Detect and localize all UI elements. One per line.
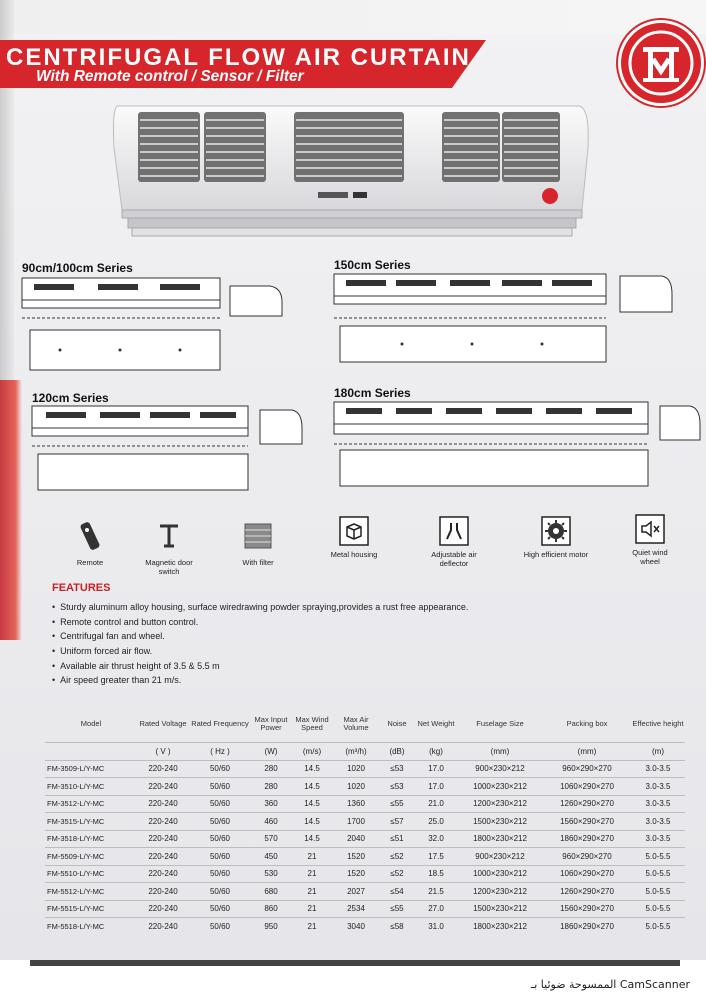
unit-cell: ( Hz ): [189, 742, 251, 760]
feature-item: • Air speed greater than 21 m/s.: [52, 673, 468, 688]
table-cell: 1000×230×212: [457, 865, 543, 883]
table-cell: 21.0: [415, 795, 457, 813]
table-row: [45, 918, 685, 936]
air-curtain-unit-image: [108, 98, 590, 246]
model-cell: FM-5509-L/Y-MC: [45, 848, 137, 866]
table-cell: 900×230×212: [457, 760, 543, 778]
table-row: [45, 883, 685, 901]
table-cell: 360: [251, 795, 291, 813]
unit-cell: [45, 742, 137, 760]
table-cell: 14.5: [291, 778, 333, 796]
table-cell: 280: [251, 760, 291, 778]
table-header-row: [45, 706, 685, 742]
header-air-volume: Max Air Volume: [343, 714, 369, 732]
table-cell: ≤55: [379, 795, 415, 813]
table-cell: ≤52: [379, 848, 415, 866]
table-cell: 220-240: [137, 795, 189, 813]
table-cell: 50/60: [189, 865, 251, 883]
features-list: [52, 600, 468, 688]
model-cell: FM-5518-L/Y-MC: [45, 918, 137, 936]
header-packing: Packing box: [566, 718, 608, 728]
feature-quiet-wheel: Quiet wind wheel: [622, 514, 678, 566]
table-cell: 3.0-3.5: [631, 795, 685, 813]
table-cell: 1020: [333, 778, 379, 796]
table-cell: 14.5: [291, 795, 333, 813]
table-cell: 1860×290×270: [543, 830, 631, 848]
table-cell: 220-240: [137, 778, 189, 796]
scanner-watermark: الممسوحة ضوئيا بـ CamScanner: [531, 978, 690, 991]
table-cell: 220-240: [137, 883, 189, 901]
table-cell: 1020: [333, 760, 379, 778]
series-90-100-drawing: [20, 272, 300, 380]
table-cell: 1000×230×212: [457, 778, 543, 796]
table-cell: 1200×230×212: [457, 883, 543, 901]
table-cell: 50/60: [189, 813, 251, 831]
table-row: [45, 865, 685, 883]
feature-filter: With filter: [230, 520, 286, 567]
table-cell: ≤51: [379, 830, 415, 848]
header-weight: Net Weight: [417, 718, 455, 728]
table-cell: 950: [251, 918, 291, 936]
table-row: [45, 778, 685, 796]
table-cell: 220-240: [137, 813, 189, 831]
feature-item: • Sturdy aluminum alloy housing, surface wiredrawing powder spraying,provides a rust free appearance.: [52, 600, 468, 615]
page-subtitle: With Remote control / Sensor / Filter: [36, 68, 304, 85]
table-cell: ≤54: [379, 883, 415, 901]
unit-cell: (kg): [415, 742, 457, 760]
header-wind-speed: Max Wind Speed: [295, 714, 329, 732]
table-cell: 530: [251, 865, 291, 883]
table-cell: 1200×230×212: [457, 795, 543, 813]
table-cell: 3.0-3.5: [631, 778, 685, 796]
table-cell: 17.0: [415, 778, 457, 796]
table-cell: 50/60: [189, 883, 251, 901]
table-cell: 1560×290×270: [543, 900, 631, 918]
features-heading: FEATURES: [52, 582, 111, 594]
unit-cell: (m/s): [291, 742, 333, 760]
air-deflector-icon: [439, 516, 469, 546]
table-cell: 1860×290×270: [543, 918, 631, 936]
table-cell: 1800×230×212: [457, 918, 543, 936]
brand-logo-icon: [621, 23, 701, 103]
table-cell: 2027: [333, 883, 379, 901]
table-cell: 220-240: [137, 865, 189, 883]
table-cell: 3.0-3.5: [631, 830, 685, 848]
table-cell: 50/60: [189, 778, 251, 796]
table-units-row: [45, 742, 685, 760]
table-cell: ≤53: [379, 778, 415, 796]
table-cell: 1700: [333, 813, 379, 831]
table-cell: 14.5: [291, 760, 333, 778]
table-cell: 1260×290×270: [543, 883, 631, 901]
model-cell: FM-3509-L/Y-MC: [45, 760, 137, 778]
feature-remote: Remote: [60, 520, 120, 567]
table-cell: 21: [291, 900, 333, 918]
remote-icon: [75, 520, 105, 554]
unit-cell: (m): [631, 742, 685, 760]
table-row: [45, 848, 685, 866]
table-cell: 1800×230×212: [457, 830, 543, 848]
table-row: [45, 830, 685, 848]
table-cell: 570: [251, 830, 291, 848]
table-cell: 220-240: [137, 848, 189, 866]
header-model: Model: [80, 718, 102, 728]
feature-item: • Available air thrust height of 3.5 & 5.5 m: [52, 659, 468, 674]
table-cell: 5.0-5.5: [631, 918, 685, 936]
table-cell: 900×230×212: [457, 848, 543, 866]
table-cell: 460: [251, 813, 291, 831]
feature-item: • Centrifugal fan and wheel.: [52, 629, 468, 644]
table-row: [45, 900, 685, 918]
header-height: Effective height: [632, 718, 684, 728]
table-cell: 17.0: [415, 760, 457, 778]
table-cell: 1500×230×212: [457, 813, 543, 831]
unit-cell: (m³/h): [333, 742, 379, 760]
table-cell: 2040: [333, 830, 379, 848]
top-margin: [0, 0, 706, 34]
table-cell: ≤52: [379, 865, 415, 883]
series-90-100-title: 90cm/100cm Series: [22, 261, 133, 275]
table-cell: 960×290×270: [543, 760, 631, 778]
series-120-drawing: [30, 400, 320, 500]
table-cell: 680: [251, 883, 291, 901]
table-cell: 21: [291, 883, 333, 901]
series-150-title: 150cm Series: [334, 258, 411, 272]
table-cell: 50/60: [189, 918, 251, 936]
feature-item: • Uniform forced air flow.: [52, 644, 468, 659]
table-cell: 220-240: [137, 918, 189, 936]
filter-icon: [241, 520, 275, 554]
table-cell: 1060×290×270: [543, 865, 631, 883]
table-cell: 14.5: [291, 813, 333, 831]
table-cell: ≤55: [379, 900, 415, 918]
motor-icon: [541, 516, 571, 546]
table-cell: 1520: [333, 865, 379, 883]
table-row: [45, 795, 685, 813]
table-cell: 220-240: [137, 760, 189, 778]
unit-cell: (mm): [543, 742, 631, 760]
feature-motor: High efficient motor: [520, 516, 592, 559]
table-cell: 1560×290×270: [543, 813, 631, 831]
model-cell: FM-5515-L/Y-MC: [45, 900, 137, 918]
table-cell: 2534: [333, 900, 379, 918]
table-cell: 5.0-5.5: [631, 865, 685, 883]
quiet-wheel-icon: [635, 514, 665, 544]
page-bottom-edge: [30, 960, 680, 966]
table-cell: 50/60: [189, 830, 251, 848]
table-cell: 280: [251, 778, 291, 796]
model-cell: FM-5510-L/Y-MC: [45, 865, 137, 883]
spec-table-body: [45, 742, 685, 935]
unit-cell: (W): [251, 742, 291, 760]
table-cell: 1360: [333, 795, 379, 813]
header-voltage: Rated Voltage: [139, 718, 187, 728]
table-cell: 450: [251, 848, 291, 866]
table-cell: 860: [251, 900, 291, 918]
magnetic-switch-icon: [154, 520, 184, 554]
feature-air-deflector: Adjustable air deflector: [420, 516, 488, 568]
series-180-title: 180cm Series: [334, 386, 411, 400]
table-row: [45, 760, 685, 778]
table-cell: 32.0: [415, 830, 457, 848]
metal-housing-icon: [339, 516, 369, 546]
table-cell: 5.0-5.5: [631, 848, 685, 866]
table-cell: 5.0-5.5: [631, 883, 685, 901]
table-cell: 50/60: [189, 795, 251, 813]
table-cell: 50/60: [189, 848, 251, 866]
table-cell: 50/60: [189, 900, 251, 918]
brand-logo: [618, 20, 704, 106]
table-cell: 220-240: [137, 900, 189, 918]
table-cell: 960×290×270: [543, 848, 631, 866]
feature-magnetic-switch: Magnetic door switch: [136, 520, 202, 576]
table-cell: 220-240: [137, 830, 189, 848]
table-cell: 31.0: [415, 918, 457, 936]
table-cell: 17.5: [415, 848, 457, 866]
table-cell: 1260×290×270: [543, 795, 631, 813]
table-cell: 14.5: [291, 830, 333, 848]
table-cell: 1520: [333, 848, 379, 866]
table-cell: 27.0: [415, 900, 457, 918]
table-cell: ≤57: [379, 813, 415, 831]
table-cell: 3040: [333, 918, 379, 936]
table-cell: 3.0-3.5: [631, 813, 685, 831]
table-row: [45, 813, 685, 831]
model-cell: FM-3518-L/Y-MC: [45, 830, 137, 848]
table-cell: 1060×290×270: [543, 778, 631, 796]
feature-item: • Remote control and button control.: [52, 615, 468, 630]
model-cell: FM-3510-L/Y-MC: [45, 778, 137, 796]
spec-table: [45, 706, 685, 935]
table-cell: 21: [291, 865, 333, 883]
table-cell: ≤58: [379, 918, 415, 936]
unit-cell: (dB): [379, 742, 415, 760]
table-cell: 21: [291, 918, 333, 936]
table-cell: 5.0-5.5: [631, 900, 685, 918]
header-fuselage: Fuselage Size: [476, 718, 524, 728]
table-cell: 1500×230×212: [457, 900, 543, 918]
table-cell: 3.0-3.5: [631, 760, 685, 778]
series-120-title: 120cm Series: [32, 391, 109, 405]
model-cell: FM-3515-L/Y-MC: [45, 813, 137, 831]
unit-cell: (mm): [457, 742, 543, 760]
table-cell: ≤53: [379, 760, 415, 778]
header-frequency: Rated Frequency: [191, 718, 249, 728]
model-cell: FM-3512-L/Y-MC: [45, 795, 137, 813]
series-180-drawing: [332, 396, 704, 496]
table-cell: 21: [291, 848, 333, 866]
feature-metal-housing: Metal housing: [322, 516, 386, 559]
table-cell: 25.0: [415, 813, 457, 831]
header-noise: Noise: [387, 718, 407, 728]
page-title: CENTRIFUGAL FLOW AIR CURTAIN: [6, 44, 471, 71]
table-cell: 18.5: [415, 865, 457, 883]
red-page-edge: [0, 380, 22, 640]
table-cell: 21.5: [415, 883, 457, 901]
unit-cell: ( V ): [137, 742, 189, 760]
table-cell: 50/60: [189, 760, 251, 778]
header-power: Max Input Power: [254, 714, 288, 732]
model-cell: FM-5512-L/Y-MC: [45, 883, 137, 901]
series-150-drawing: [332, 268, 702, 380]
